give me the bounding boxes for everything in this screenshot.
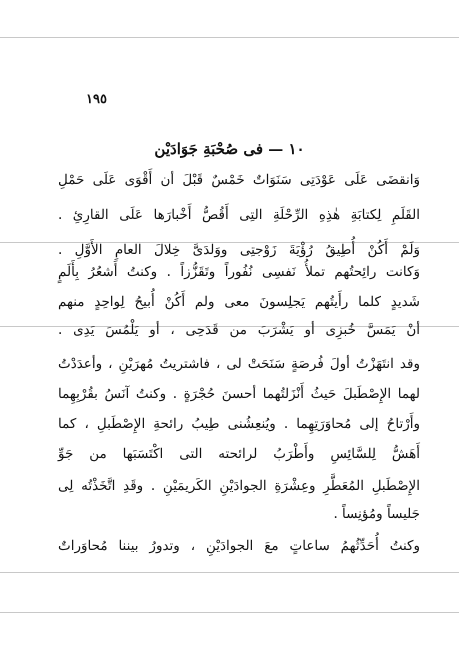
text-line: وَانقضَى عَلَى عَوْدَتِى سَنَوَاتٌ خَمْسٌ قَبْلَ أن أَقْوَى عَلَى حَمْلِ bbox=[58, 172, 420, 188]
text-line: الإِصْطَبلِ المُعَطَّرِ وعِشْرَةِ الجوادَيْنِ الكَريمَيْنِ . وقَدِ اتَّخَذْتُه لِى bbox=[58, 478, 420, 494]
text-line: القَلَمِ لِكتابَةِ هٰذِهِ الرِّحْلَةِ التِى أَقُصُّ أَخْبارَها عَلَى القارِئِ . bbox=[58, 207, 420, 223]
chapter-heading: ١٠ — فى صُحْبَةِ جَوَادَيْن bbox=[154, 140, 305, 158]
text-line: وَكانت رائِحتُهم تملأُ نَفسِى نُفُوراً وتَقَزُّزاً . وكنتُ أَشعُرُ بِأَلَمٍ bbox=[58, 264, 420, 280]
text-line: وَلَمْ أَكُنْ أُطِيقُ رُؤْيَةَ زَوْجتِى ووَلدَىَّ خِلالَ العامِ الأَوَّلِ . bbox=[58, 242, 420, 258]
text-line: وكنتُ أُحَدِّثُهمُ ساعاتٍ معَ الجوادَيْنِ ، وتدورُ بيننا مُحاوَراتٌ bbox=[58, 538, 420, 554]
text-line: وأَرْتاحُ إلى مُحاوَرَتِهِما . ويُنعِشُنى طِيبُ رائحةِ الإِصْطَبلِ ، كما bbox=[58, 416, 420, 432]
text-line: جَليساً ومُؤنِساً . bbox=[333, 506, 420, 522]
text-line: شَديدٍ كلما رأَيتُهم يَجلِسونَ معى ولم أَكُنْ أُبيحُ لِواحِدٍ منهم bbox=[58, 294, 420, 310]
page-edge-line bbox=[0, 572, 459, 573]
page-edge-line bbox=[0, 37, 459, 38]
text-line: أنْ يَمَسَّ خُبزِى أو يَشْرَبَ من قَدَحِى ، أو يَلْمُسَ يَدِى . bbox=[58, 322, 420, 338]
page-number: ١٩٥ bbox=[86, 92, 107, 107]
text-line: وقد انتَهَزْتُ أولَ فُرصَةٍ سَنَحَتْ لى ، فاشتريتُ مُهرَيْنِ ، وأعدَدْتُ bbox=[58, 356, 420, 372]
text-line: لهما الإِصْطَبلَ حَيثُ أَنْزَلتُهما أحسنَ حُجْرَةٍ . وكنتُ آنَسُ بقُرْبِهِما bbox=[58, 386, 420, 402]
page-edge-line bbox=[0, 612, 459, 613]
text-line: أَهَشُّ لِلسَّائِسِ وأَطْرَبُ لرائحته التى اكْتَسَبَها من جَوِّ bbox=[58, 446, 420, 462]
